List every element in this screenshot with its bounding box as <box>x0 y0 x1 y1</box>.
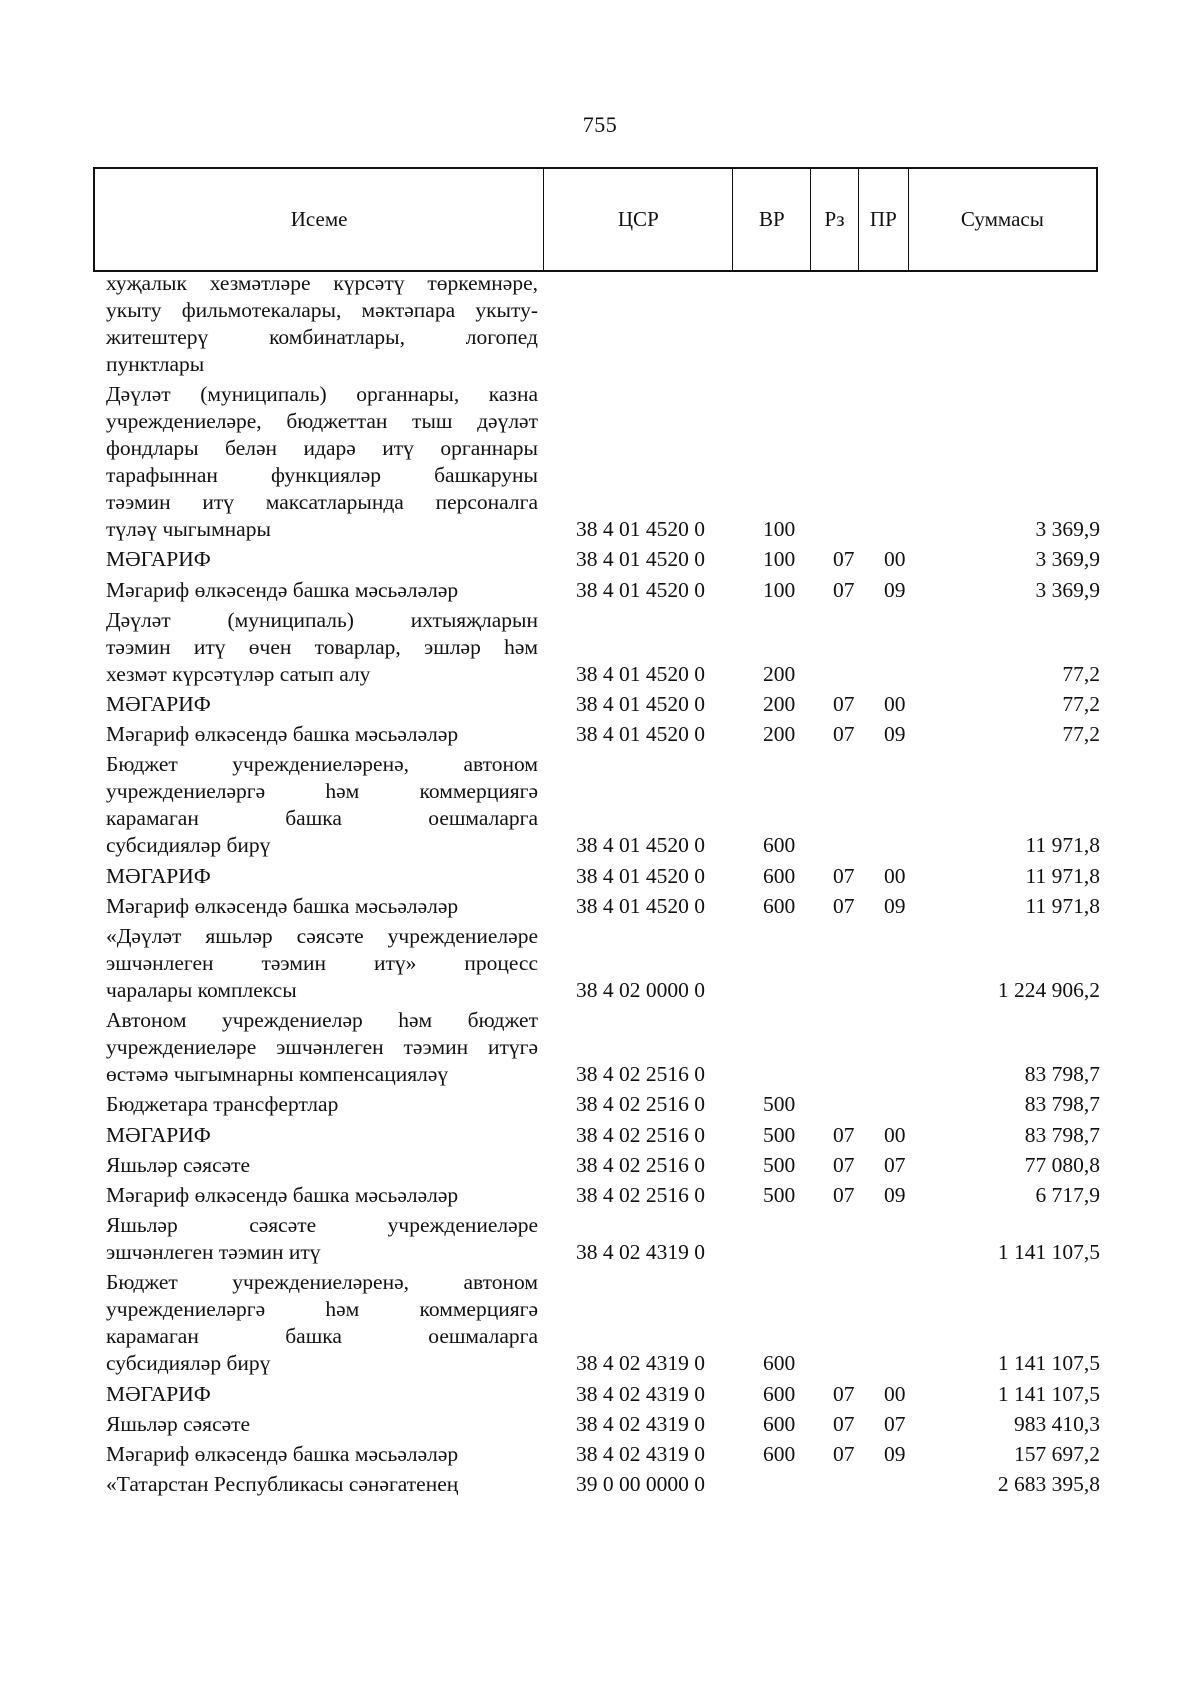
row-rz: 07 <box>833 547 855 572</box>
row-sum: 11 971,8 <box>1025 863 1100 888</box>
table-row <box>0 1441 1200 1468</box>
row-name-line: МӘГАРИФ <box>106 1381 211 1406</box>
table-row <box>0 1152 1200 1179</box>
row-sum: 11 971,8 <box>1025 893 1100 918</box>
row-rz: 07 <box>833 722 855 747</box>
row-name-line: учреждениеләре, бюджеттан тыш дәүләт <box>106 409 538 434</box>
row-csr: 38 4 01 4520 0 <box>576 661 705 686</box>
row-csr: 38 4 02 2516 0 <box>576 1092 705 1117</box>
row-pr: 09 <box>884 577 906 602</box>
row-sum: 2 683 395,8 <box>997 1472 1100 1497</box>
row-name <box>106 1182 538 1209</box>
row-name-line: Яшьләр сәясәте <box>106 1411 251 1436</box>
table-row <box>0 863 1200 890</box>
row-sum: 83 798,7 <box>1024 1062 1100 1087</box>
table-row <box>0 1212 1200 1266</box>
row-vr: 100 <box>763 547 796 572</box>
row-rz: 07 <box>833 863 855 888</box>
row-name <box>106 1381 538 1408</box>
row-csr: 38 4 02 2516 0 <box>576 1122 705 1147</box>
row-rz: 07 <box>833 1122 855 1147</box>
table-row <box>0 691 1200 718</box>
row-vr: 600 <box>763 1442 796 1466</box>
row-name-line: учреждениеләре эшчәнлеген тәэмин итүгә <box>106 1035 538 1060</box>
table-row <box>0 1182 1200 1209</box>
row-csr: 38 4 01 4520 0 <box>576 577 705 602</box>
row-csr: 38 4 02 2516 0 <box>576 1183 705 1207</box>
table-row <box>0 1471 1200 1498</box>
row-pr: 00 <box>884 692 906 716</box>
row-pr: 00 <box>884 547 906 572</box>
table-row <box>0 1269 1200 1377</box>
row-name <box>106 751 538 859</box>
row-sum: 83 798,7 <box>1024 1122 1100 1147</box>
row-name <box>106 546 538 573</box>
row-name <box>106 1007 538 1088</box>
row-name-line: Бюджет учреждениеләренә, автоном <box>106 1270 538 1295</box>
row-name-line: карамаган башка оешмаларга <box>106 1324 538 1349</box>
table-row <box>0 270 1200 378</box>
row-csr: 38 4 01 4520 0 <box>576 863 705 888</box>
row-csr: 38 4 02 4319 0 <box>576 1442 705 1466</box>
row-pr: 09 <box>884 722 906 747</box>
row-pr: 09 <box>884 1442 906 1466</box>
row-csr: 38 4 02 4319 0 <box>576 1351 705 1376</box>
header-csr: ЦСР <box>544 169 733 270</box>
row-sum: 3 369,9 <box>1035 577 1100 602</box>
row-sum: 157 697,2 <box>1014 1442 1100 1466</box>
row-csr: 38 4 01 4520 0 <box>576 517 705 542</box>
header-name: Исеме <box>95 169 544 270</box>
row-vr: 200 <box>763 722 796 747</box>
row-csr: 38 4 01 4520 0 <box>576 893 705 918</box>
table-row <box>0 381 1200 543</box>
row-name-line: МӘГАРИФ <box>106 547 211 572</box>
table-header <box>93 167 1098 272</box>
row-csr: 38 4 01 4520 0 <box>576 722 705 747</box>
row-sum: 1 141 107,5 <box>997 1381 1100 1406</box>
row-name-line: «Дәүләт яшьләр сәясәте учреждениеләре <box>106 924 538 948</box>
row-csr: 38 4 02 2516 0 <box>576 1152 705 1177</box>
table-row <box>0 751 1200 859</box>
row-vr: 500 <box>763 1183 796 1207</box>
table-row <box>0 721 1200 748</box>
row-name-line: тәэмин итү максатларында персоналга <box>106 490 538 515</box>
row-name <box>106 1152 538 1179</box>
row-vr: 600 <box>763 1381 796 1406</box>
header-vr: ВР <box>733 169 811 270</box>
row-vr: 600 <box>763 893 796 918</box>
row-pr: 09 <box>884 1183 906 1207</box>
row-csr: 38 4 02 4319 0 <box>576 1411 705 1436</box>
header-sum: Суммасы <box>960 207 1044 231</box>
page-number: 755 <box>582 112 618 137</box>
row-pr: 00 <box>884 1122 906 1147</box>
row-csr: 38 4 01 4520 0 <box>576 547 705 572</box>
row-name-line: МӘГАРИФ <box>106 1122 211 1147</box>
row-name <box>106 863 538 890</box>
row-rz: 07 <box>833 1381 855 1406</box>
table-row <box>0 1091 1200 1118</box>
row-sum: 83 798,7 <box>1024 1092 1100 1117</box>
row-vr: 600 <box>763 1411 796 1436</box>
row-rz: 07 <box>833 893 855 918</box>
row-vr: 200 <box>763 661 796 686</box>
row-sum: 6 717,9 <box>1035 1183 1100 1207</box>
row-sum: 3 369,9 <box>1035 517 1100 542</box>
row-rz: 07 <box>833 577 855 602</box>
row-name-line: өстәмә чыгымнарны компенсацияләү <box>106 1062 449 1087</box>
row-name <box>106 577 538 604</box>
row-pr: 00 <box>884 1381 906 1406</box>
row-sum: 77,2 <box>1062 661 1100 686</box>
row-name-line: Дәүләт (муниципаль) ихтыяҗларын <box>106 607 538 632</box>
row-name <box>106 1269 538 1377</box>
row-name <box>106 1122 538 1149</box>
row-rz: 07 <box>833 692 855 716</box>
row-pr: 07 <box>884 1411 906 1436</box>
row-vr: 600 <box>763 1351 796 1376</box>
row-vr: 100 <box>763 517 796 542</box>
row-vr: 600 <box>763 863 796 888</box>
row-name-line: тарафыннан функцияләр башкаруны <box>106 463 538 488</box>
header-rz: Рз <box>811 169 859 270</box>
row-name-line: Мәгариф өлкәсендә башка мәсьәләләр <box>106 722 459 747</box>
row-sum: 1 141 107,5 <box>997 1240 1100 1265</box>
row-name-line: эшчәнлеген тәэмин итү» процесс <box>106 951 538 975</box>
row-name <box>106 893 538 920</box>
row-sum: 1 224 906,2 <box>997 978 1100 1002</box>
table-row <box>0 1411 1200 1438</box>
row-name-line: пунктлары <box>106 352 205 376</box>
row-name-line: МӘГАРИФ <box>106 692 211 716</box>
row-name <box>106 381 538 543</box>
table-row <box>0 1007 1200 1088</box>
table-row <box>0 893 1200 920</box>
table-row <box>0 1381 1200 1408</box>
row-sum: 3 369,9 <box>1035 547 1100 572</box>
row-name-line: «Татарстан Республикасы сәнәгатенең <box>106 1472 459 1497</box>
row-pr: 00 <box>884 863 906 888</box>
row-vr: 500 <box>763 1122 796 1147</box>
row-name-line: учреждениеләргә һәм коммерциягә <box>106 779 538 804</box>
row-name <box>106 1091 538 1118</box>
row-vr: 500 <box>763 1092 796 1117</box>
row-name-line: Мәгариф өлкәсендә башка мәсьәләләр <box>106 893 459 918</box>
row-vr: 100 <box>763 577 796 602</box>
row-sum: 1 141 107,5 <box>997 1351 1100 1376</box>
row-name-line: житештерү комбинатлары, логопед <box>106 325 538 349</box>
row-csr: 39 0 00 0000 0 <box>576 1472 705 1497</box>
table-row <box>0 577 1200 604</box>
row-csr: 38 4 02 0000 0 <box>576 978 705 1002</box>
row-sum: 983 410,3 <box>1014 1411 1100 1436</box>
table-row <box>0 923 1200 1004</box>
row-name-line: Мәгариф өлкәсендә башка мәсьәләләр <box>106 1442 459 1466</box>
row-name-line: Мәгариф өлкәсендә башка мәсьәләләр <box>106 577 459 602</box>
row-name-line: чаралары комплексы <box>106 978 297 1002</box>
row-name <box>106 270 538 378</box>
row-csr: 38 4 01 4520 0 <box>576 833 705 858</box>
row-name-line: укыту фильмотекалары, мәктәпара укыту- <box>106 298 538 322</box>
row-pr: 07 <box>884 1152 906 1177</box>
row-name <box>106 923 538 1004</box>
row-rz: 07 <box>833 1152 855 1177</box>
row-csr: 38 4 01 4520 0 <box>576 692 705 716</box>
row-rz: 07 <box>833 1411 855 1436</box>
row-name-line: Мәгариф өлкәсендә башка мәсьәләләр <box>106 1183 459 1207</box>
table-row <box>0 1122 1200 1149</box>
row-name-line: Бюджет учреждениеләренә, автоном <box>106 752 538 777</box>
row-pr: 09 <box>884 893 906 918</box>
row-name-line: эшчәнлеген тәэмин итү <box>106 1240 321 1265</box>
row-sum: 77,2 <box>1062 692 1100 716</box>
row-name <box>106 691 538 718</box>
row-name <box>106 721 538 748</box>
row-sum: 77,2 <box>1062 722 1100 747</box>
row-vr: 500 <box>763 1152 796 1177</box>
row-sum: 77 080,8 <box>1024 1152 1100 1177</box>
row-name-line: тәэмин итү өчен товарлар, эшләр һәм <box>106 634 538 659</box>
row-name-line: хезмәт күрсәтүләр сатып алу <box>106 661 371 686</box>
row-name-line: субсидияләр бирү <box>106 1351 271 1376</box>
row-name-line: Яшьләр сәясәте <box>106 1152 251 1177</box>
row-name-line: учреждениеләргә һәм коммерциягә <box>106 1297 538 1322</box>
table-row <box>0 546 1200 573</box>
row-name <box>106 1411 538 1438</box>
row-name-line: Бюджетара трансфертлар <box>106 1092 339 1117</box>
row-name-line: Автоном учреждениеләр һәм бюджет <box>106 1008 538 1033</box>
row-csr: 38 4 02 4319 0 <box>576 1240 705 1265</box>
header-pr: ПР <box>859 169 909 270</box>
row-name <box>106 1441 538 1468</box>
row-name <box>106 1212 538 1266</box>
row-vr: 200 <box>763 692 796 716</box>
table-row <box>0 607 1200 688</box>
row-name-line: Яшьләр сәясәте учреждениеләре <box>106 1213 538 1238</box>
row-csr: 38 4 02 2516 0 <box>576 1062 705 1087</box>
row-name-line: Дәүләт (муниципаль) органнары, казна <box>106 382 538 407</box>
row-name <box>106 607 538 688</box>
row-rz: 07 <box>833 1442 855 1466</box>
row-vr: 600 <box>763 833 796 858</box>
row-csr: 38 4 02 4319 0 <box>576 1381 705 1406</box>
row-name-line: МӘГАРИФ <box>106 863 211 888</box>
row-name-line: хуҗалык хезмәтләре күрсәтү төркемнәре, <box>106 271 538 295</box>
row-rz: 07 <box>833 1183 855 1207</box>
row-name-line: карамаган башка оешмаларга <box>106 806 538 831</box>
row-name-line: фондлары белән идарә итү органнары <box>106 436 538 461</box>
row-name <box>106 1471 538 1498</box>
row-name-line: түләү чыгымнары <box>106 517 271 542</box>
row-sum: 11 971,8 <box>1025 833 1100 858</box>
row-name-line: субсидияләр бирү <box>106 833 271 858</box>
